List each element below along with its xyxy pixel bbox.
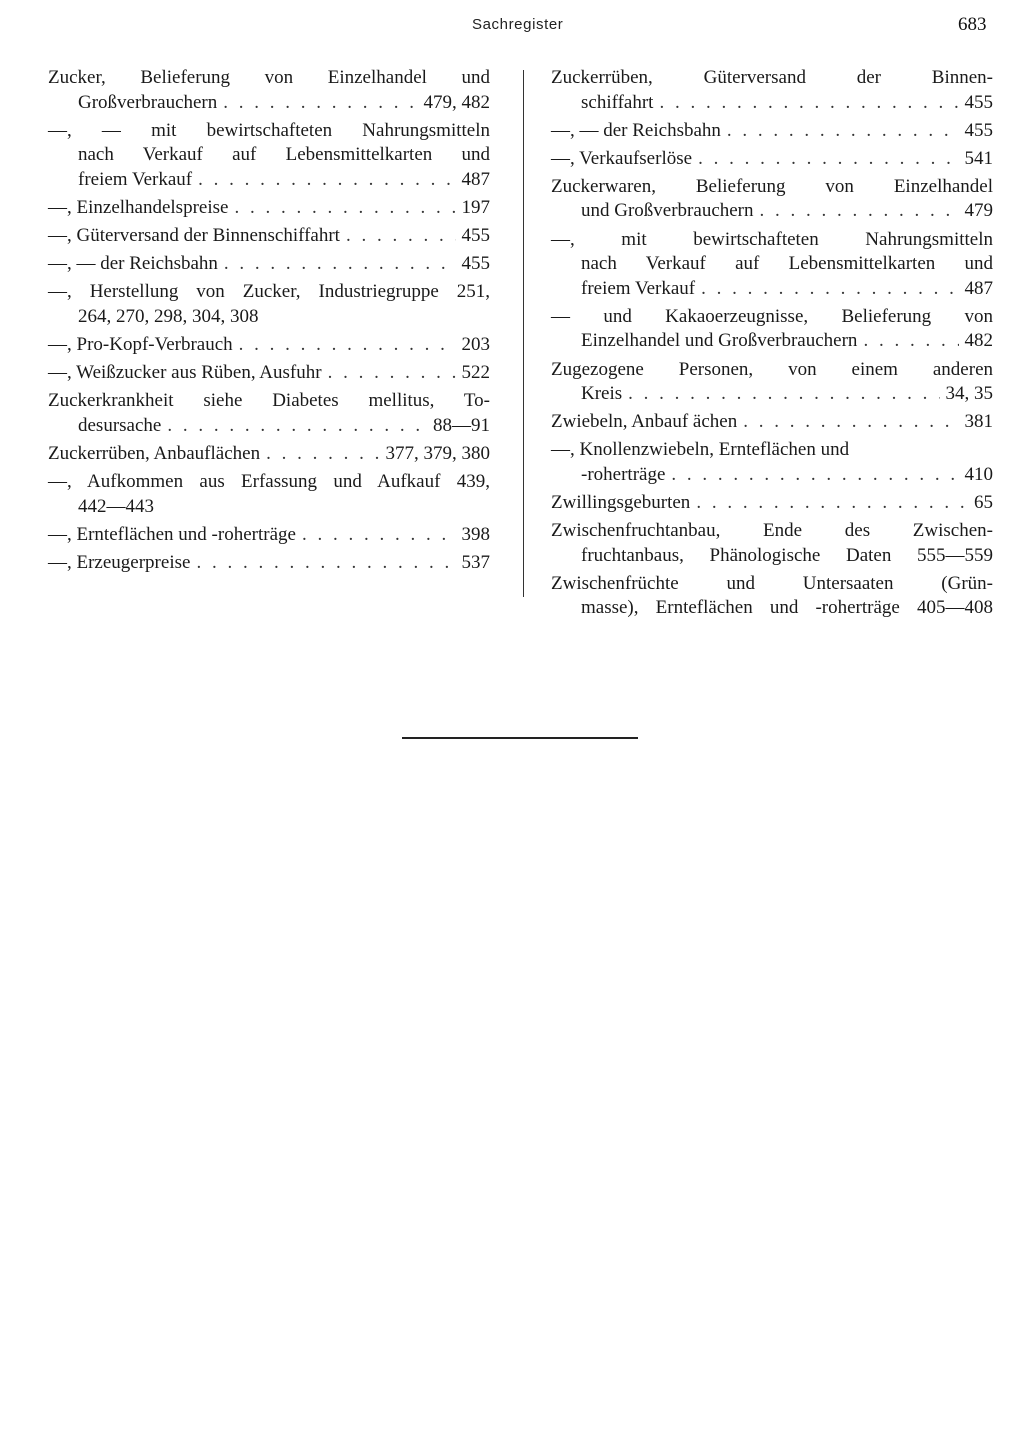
dot-leader	[167, 414, 427, 439]
entry-text: —, Ernteflächen und -roherträge	[48, 523, 296, 545]
index-entry	[551, 519, 993, 568]
index-line	[48, 305, 490, 330]
entry-text: —, Erzeugerpreise	[48, 551, 191, 573]
entry-text: Zuckerrüben, Anbauflächen	[48, 442, 261, 464]
entry-text: Zwischenfrüchte und Untersaaten (Grün-	[551, 572, 993, 594]
index-line	[551, 175, 993, 200]
entry-text: 264, 270, 298, 304, 308	[78, 305, 259, 327]
page-reference: 88—91	[433, 414, 490, 436]
dot-leader	[224, 252, 456, 277]
index-entry	[551, 66, 993, 115]
index-entry	[48, 280, 490, 329]
column-divider	[523, 70, 524, 597]
dot-leader	[743, 410, 958, 435]
index-line	[48, 551, 490, 576]
entry-text: schiffahrt	[581, 91, 654, 113]
index-entry	[48, 119, 490, 193]
index-line	[551, 382, 993, 407]
page-reference: 541	[964, 147, 993, 169]
index-line	[48, 414, 490, 439]
dot-leader	[198, 168, 455, 193]
page-number: 683	[958, 14, 987, 35]
index-line	[48, 143, 490, 168]
index-entry	[551, 305, 993, 354]
index-line	[48, 280, 490, 305]
page-reference: 487	[964, 277, 993, 299]
entry-text: —, Pro-Kopf-Verbrauch	[48, 333, 233, 355]
index-line	[551, 305, 993, 330]
index-line	[551, 491, 993, 516]
dot-leader	[239, 333, 456, 358]
dot-leader	[671, 463, 958, 488]
entry-text: —, Verkaufserlöse	[551, 147, 693, 169]
page-reference: 487	[461, 168, 490, 190]
index-line	[48, 495, 490, 520]
index-line	[48, 196, 490, 221]
index-entry	[48, 224, 490, 249]
entry-text: —, Herstellung von Zucker, Industriegruppe 251,	[48, 281, 490, 303]
index-entry	[48, 66, 490, 115]
index-line	[551, 228, 993, 253]
index-line	[48, 333, 490, 358]
entry-text: freiem Verkauf	[581, 277, 696, 299]
index-entry	[551, 572, 993, 621]
entry-text: Zwillingsgeburten	[551, 492, 691, 513]
page-reference: 65	[974, 492, 993, 513]
end-rule	[402, 737, 638, 739]
index-entry	[551, 491, 993, 516]
page-reference: 197	[461, 196, 490, 218]
index-entry	[551, 228, 993, 302]
entry-text: Zugezogene Personen, von einem anderen	[551, 358, 993, 380]
dot-leader	[328, 361, 456, 386]
entry-text: — und Kakaoerzeugnisse, Belieferung von	[551, 305, 993, 327]
index-line	[48, 523, 490, 548]
index-line	[551, 438, 993, 463]
page-reference: 410	[964, 463, 993, 485]
entry-text: —, — mit bewirtschafteten Nahrungsmitteln	[48, 119, 490, 141]
dot-leader	[266, 442, 379, 467]
index-entry	[48, 389, 490, 438]
index-line	[551, 572, 993, 597]
page-reference: 381	[964, 411, 993, 433]
index-entry	[551, 358, 993, 407]
entry-text: Zwischenfruchtanbau, Ende des Zwischen-	[551, 520, 993, 542]
index-entry	[48, 333, 490, 358]
index-line	[48, 91, 490, 116]
page-reference: 455	[964, 119, 993, 141]
page-reference: 455	[461, 225, 490, 247]
entry-text: masse), Ernteflächen und -roherträge 405—408	[581, 597, 993, 619]
entry-text: nach Verkauf auf Lebensmittelkarten und	[78, 144, 490, 166]
dot-leader	[696, 491, 968, 516]
page-reference: 455	[461, 253, 490, 275]
entry-text: —, Knollenzwiebeln, Ernteflächen und	[551, 439, 850, 461]
index-line	[48, 168, 490, 193]
index-line	[48, 66, 490, 91]
entry-text: Zwiebeln, Anbauf ächen	[551, 411, 738, 433]
index-entry	[551, 438, 993, 487]
index-line	[551, 91, 993, 116]
index-entry	[551, 119, 993, 144]
index-entry	[48, 196, 490, 221]
index-line	[48, 361, 490, 386]
dot-leader	[698, 147, 958, 172]
entry-text: —, mit bewirtschafteten Nahrungsmitteln	[551, 228, 993, 250]
index-line	[551, 410, 993, 435]
entry-text: Einzelhandel und Großverbrauchern	[581, 330, 858, 352]
index-entry	[48, 361, 490, 386]
entry-text: Zucker, Belieferung von Einzelhandel und	[48, 67, 490, 88]
page-reference: 482	[964, 330, 993, 352]
index-line	[48, 470, 490, 495]
entry-text: nach Verkauf auf Lebensmittelkarten und	[581, 253, 993, 275]
index-line	[551, 277, 993, 302]
index-line	[48, 442, 490, 467]
entry-text: -roherträge	[581, 463, 666, 485]
index-line	[551, 544, 993, 569]
index-line	[48, 119, 490, 144]
entry-text: —, Einzelhandelspreise	[48, 196, 229, 218]
page-reference: 537	[461, 551, 490, 573]
dot-leader	[659, 91, 958, 116]
index-line	[551, 66, 993, 91]
entry-text: —, Güterversand der Binnenschiffahrt	[48, 225, 340, 247]
entry-text: —, — der Reichsbahn	[551, 119, 721, 141]
index-line	[551, 596, 993, 621]
running-head: Sachregister	[472, 16, 564, 33]
index-line	[551, 358, 993, 383]
entry-text: Kreis	[581, 383, 623, 405]
page-reference: 522	[461, 362, 490, 384]
entry-text: fruchtanbaus, Phänologische Daten 555—559	[581, 544, 993, 566]
index-line	[551, 252, 993, 277]
dot-leader	[727, 119, 959, 144]
index-entry	[551, 410, 993, 435]
index-line	[551, 119, 993, 144]
entry-text: Zuckerrüben, Güterversand der Binnen-	[551, 67, 993, 88]
page-reference: 479, 482	[423, 91, 490, 113]
index-entry	[48, 523, 490, 548]
dot-leader	[701, 277, 958, 302]
page-reference: 34, 35	[945, 383, 993, 405]
index-line	[551, 199, 993, 224]
entry-text: freiem Verkauf	[78, 168, 193, 190]
index-entry	[551, 175, 993, 224]
index-entry	[551, 147, 993, 172]
dot-leader	[302, 523, 456, 548]
entry-text: —, Aufkommen aus Erfassung und Aufkauf 439,	[48, 470, 490, 492]
index-entry	[48, 551, 490, 576]
index-column-left	[48, 66, 490, 579]
entry-text: und Großverbrauchern	[581, 200, 754, 222]
index-line	[551, 463, 993, 488]
index-line	[48, 389, 490, 414]
index-entry	[48, 442, 490, 467]
dot-leader	[346, 224, 456, 249]
entry-text: Großverbrauchern	[78, 91, 218, 113]
entry-text: Zuckerwaren, Belieferung von Einzelhandel	[551, 175, 993, 197]
index-line	[551, 519, 993, 544]
entry-text: —, Weißzucker aus Rüben, Ausfuhr	[48, 362, 322, 384]
index-column-right	[551, 66, 993, 624]
dot-leader	[234, 196, 455, 221]
index-entry	[48, 252, 490, 277]
index-line	[48, 252, 490, 277]
dot-leader	[760, 199, 959, 224]
page-reference: 479	[964, 200, 993, 222]
entry-text: 442—443	[78, 495, 154, 517]
page-reference: 377, 379, 380	[385, 442, 490, 464]
dot-leader	[863, 329, 958, 354]
entry-text: Zuckerkrankheit siehe Diabetes mellitus, To-	[48, 390, 490, 412]
index-line	[551, 329, 993, 354]
dot-leader	[628, 382, 939, 407]
page-reference: 203	[461, 333, 490, 355]
entry-text: desursache	[78, 414, 162, 436]
dot-leader	[196, 551, 455, 576]
page-reference: 455	[964, 91, 993, 113]
entry-text: —, — der Reichsbahn	[48, 253, 218, 275]
index-line	[48, 224, 490, 249]
index-line	[551, 147, 993, 172]
page-reference: 398	[461, 523, 490, 545]
dot-leader	[223, 91, 417, 116]
index-entry	[48, 470, 490, 519]
